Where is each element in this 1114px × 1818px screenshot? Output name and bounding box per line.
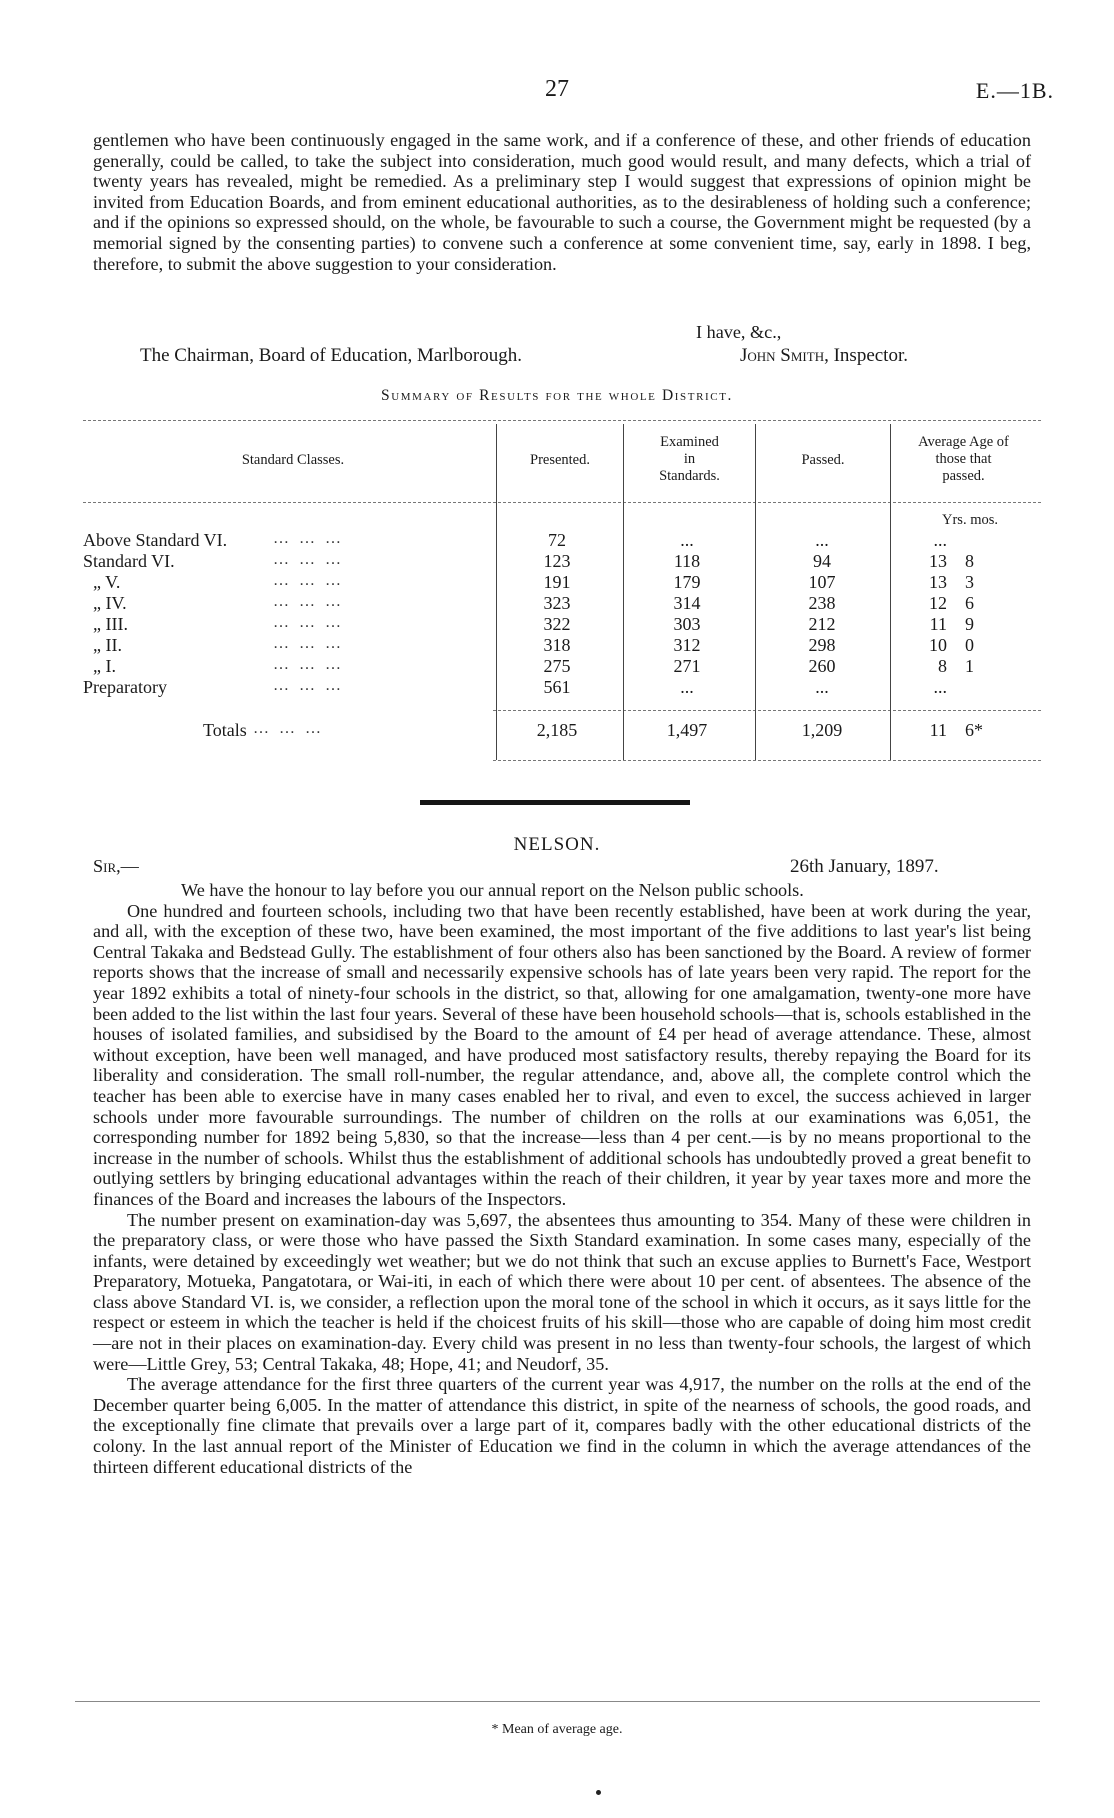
table-top-rule bbox=[83, 420, 1041, 421]
header-line: Average Age of bbox=[918, 434, 1009, 450]
cell-age-months: 0 bbox=[965, 635, 974, 655]
cell-age-months: 8 bbox=[965, 551, 974, 571]
cell-passed: 107 bbox=[808, 572, 836, 592]
cell-age-years: 11 bbox=[929, 614, 947, 634]
paragraph-text: The average attendance for the first three quarters of the current year was 4,917, the number on the rolls at the end of the December quarter being 6,005. In the matter of attendance this district, in spite of the nearness of schools, the good roads, and the exceptionally fine climate that prevails over a large part of it, compares badly with the other educational districts of the colony. In the last annual report of the Minister of Education we find in the column in which the average attendances of the thirteen different educational districts of the bbox=[93, 1374, 1031, 1477]
addressee: The Chairman, Board of Education, Marlborough. bbox=[140, 345, 523, 366]
letter-date: 26th January, 1897. bbox=[790, 856, 939, 877]
cell-age-months: 1 bbox=[965, 656, 974, 676]
cell-examined: 312 bbox=[673, 635, 701, 655]
row-label: „ II. bbox=[93, 635, 122, 655]
footnote-rule bbox=[75, 1701, 1040, 1702]
cell-examined: 179 bbox=[673, 572, 701, 592]
leader-dots: … … … bbox=[273, 551, 344, 568]
cell-passed: ... bbox=[815, 530, 829, 550]
cell-examined: 1,497 bbox=[666, 720, 708, 740]
cell-examined: 303 bbox=[673, 614, 701, 634]
salutation bbox=[93, 856, 139, 877]
cell-presented: 275 bbox=[543, 656, 571, 676]
cell-passed: 238 bbox=[808, 593, 836, 613]
header-bottom-rule bbox=[83, 502, 1041, 503]
cell-presented: 561 bbox=[543, 677, 571, 697]
signatory-title: , Inspector. bbox=[824, 345, 908, 366]
cell-age-years: 13 bbox=[929, 551, 947, 571]
header-line: Standards. bbox=[659, 468, 720, 484]
report-body bbox=[93, 880, 1031, 1477]
header-average-age bbox=[891, 434, 1036, 485]
cell-age-months: 3 bbox=[965, 572, 974, 592]
document-reference: E.—1B. bbox=[975, 78, 1054, 103]
header-line: in bbox=[683, 451, 696, 467]
letter-closing: I have, &c., bbox=[696, 322, 782, 342]
cell-examined: 118 bbox=[673, 551, 701, 571]
cell-passed: 298 bbox=[808, 635, 836, 655]
leader-dots: … … … bbox=[273, 614, 344, 631]
cell-passed: 260 bbox=[808, 656, 836, 676]
cell-presented: 191 bbox=[543, 572, 571, 592]
header-standard-classes: Standard Classes. bbox=[241, 452, 345, 468]
signature bbox=[740, 345, 908, 367]
leader-dots: … … … bbox=[273, 635, 344, 652]
cell-age-years: 8 bbox=[938, 656, 947, 676]
cell-examined: 314 bbox=[673, 593, 701, 613]
cell-presented: 2,185 bbox=[536, 720, 578, 740]
cell-examined: 271 bbox=[673, 656, 701, 676]
paragraph-text: gentlemen who have been continuously engaged in the same work, and if a conference of these, and other friends of education generally, could be called, to take the subject into consideration, much good would result, and many defects, which a trial of twenty years has revealed, might be remedied. As a preliminary step I would suggest that expressions of opinion might be invited from Education Boards, and from eminent educational authorities, as to the desirableness of holding such a conference; and if the opinions so expressed should, on the whole, be favourable to such a course, the Government might be requested (by a memorial signed by the consenting parties) to convene such a conference at some convenient time, say, early in 1898. I beg, therefore, to submit the above suggestion to your consideration. bbox=[93, 130, 1031, 274]
cell-age-years: ... bbox=[933, 677, 947, 697]
leader-dots: … … … bbox=[273, 677, 344, 694]
cell-age-years: ... bbox=[933, 530, 947, 550]
cell-examined: ... bbox=[680, 677, 694, 697]
intro-paragraph bbox=[93, 130, 1031, 274]
paragraph-text: We have the honour to lay before you our annual report on the Nelson public schools. bbox=[181, 880, 804, 900]
cell-age-months: 6 bbox=[965, 593, 974, 613]
cell-presented: 72 bbox=[548, 530, 566, 550]
section-divider bbox=[420, 800, 690, 805]
section-title: NELSON. bbox=[513, 834, 601, 855]
row-label: „ III. bbox=[93, 614, 128, 634]
leader-dots: … … … bbox=[273, 593, 344, 610]
cell-passed: ... bbox=[815, 677, 829, 697]
leader-dots: … … … bbox=[253, 720, 324, 737]
cell-passed: 94 bbox=[813, 551, 831, 571]
cell-age-months: 6* bbox=[965, 720, 983, 740]
header-passed: Passed. bbox=[801, 452, 845, 468]
page-mark bbox=[596, 1790, 601, 1795]
table-bottom-rule bbox=[493, 760, 1041, 761]
header-line: Examined bbox=[660, 434, 719, 450]
table-caption: Summary of Results for the whole District. bbox=[380, 387, 734, 404]
row-label: Standard VI. bbox=[83, 551, 175, 571]
row-label: „ IV. bbox=[93, 593, 127, 613]
cell-age-years: 13 bbox=[929, 572, 947, 592]
cell-age-years: 11 bbox=[929, 720, 947, 740]
leader-dots: … … … bbox=[273, 572, 344, 589]
cell-age-months: 9 bbox=[965, 614, 974, 634]
totals-label: Totals bbox=[203, 720, 247, 740]
row-label: Above Standard VI. bbox=[83, 530, 228, 550]
results-table bbox=[83, 420, 1031, 770]
leader-dots: … … … bbox=[273, 656, 344, 673]
age-units: Yrs. mos. bbox=[942, 512, 998, 528]
cell-presented: 123 bbox=[543, 551, 571, 571]
header-line: passed. bbox=[942, 468, 985, 484]
header-presented: Presented. bbox=[530, 452, 590, 468]
cell-presented: 318 bbox=[543, 635, 571, 655]
row-label: „ I. bbox=[93, 656, 116, 676]
cell-presented: 323 bbox=[543, 593, 571, 613]
cell-examined: ... bbox=[680, 530, 694, 550]
page-number: 27 bbox=[545, 76, 569, 102]
leader-dots: … … … bbox=[273, 530, 344, 547]
cell-age-years: 12 bbox=[929, 593, 947, 613]
cell-age-years: 10 bbox=[929, 635, 947, 655]
paragraph-text: The number present on examination-day was 5,697, the absentees thus amounting to 354. Many of these were children in the preparatory class, or were those who have passed the Sixth Standard examination. In some cases many, especially of the infants, were detained by exceedingly wet weather; but we do not think that such an excuse applies to Burnett's Face, Westport Preparatory, Motueka, Pangatotara, or Wai-iti, in each of which there were about 10 per cent. of absentees. The absence of the class above Standard VI. is, we consider, a reflection upon the moral tone of the school in which it occurs, as it says little for the respect or esteem in which the teacher is held if the choicest fruits of his skill—those who are capable of doing him most credit—are not in their places on examination-day. Every child was present in no less than twenty-four schools, the largest of which were—Little Grey, 53; Central Takaka, 48; Hope, 41; and Neudorf, 35. bbox=[93, 1209, 1031, 1374]
cell-passed: 212 bbox=[808, 614, 836, 634]
row-label: Preparatory bbox=[83, 677, 167, 697]
row-label: „ V. bbox=[93, 572, 121, 592]
salutation-text: Sir,— bbox=[93, 856, 139, 876]
totals-rule bbox=[493, 710, 1041, 711]
cell-passed: 1,209 bbox=[801, 720, 843, 740]
footnote: * Mean of average age. bbox=[491, 1722, 623, 1737]
header-examined bbox=[624, 434, 755, 485]
header-line: those that bbox=[935, 451, 992, 467]
paragraph-text: One hundred and fourteen schools, including two that have been recently established, have been at work during the year, and all, with the exception of these two, have been examined, the most important of the five additions to last year's list being Central Takaka and Bedstead Gully. The establishment of four others also has been sanctioned by the Board. A review of former reports shows that the increase of small and necessarily expensive schools has of late years been very rapid. The report for the year 1892 exhibits a total of ninety-four schools in the district, so that, allowing for one amalgamation, twenty-one more have been added to the list within the last four years. Several of these have been household schools—that is, schools established in the houses of isolated families, and subsidised by the Board to the amount of £4 per head of average attendance. These, almost without exception, have been well managed, and have produced most satisfactory results, thereby repaying the Board for its liberality and consideration. The small roll-number, the regular attendance, and, above all, the complete control which the teacher has been able to exercise have in many cases enabled her to rival, and even to excel, the success achieved in larger schools under more favourable surroundings. The number of children on the rolls at our examinations was 6,051, the corresponding number for 1892 being 5,830, so that the increase—less than 4 per cent.—is by no means proportional to the increase in the number of schools. Whilst thus the establishment of additional schools has undoubtedly proved a great benefit to outlying settlers by bringing educational advantages within the reach of their children, it year by year taxes more and more the finances of the Board and increases the labours of the Inspectors. bbox=[93, 900, 1031, 1209]
cell-presented: 322 bbox=[543, 614, 571, 634]
signatory-name: John Smith bbox=[740, 345, 825, 366]
